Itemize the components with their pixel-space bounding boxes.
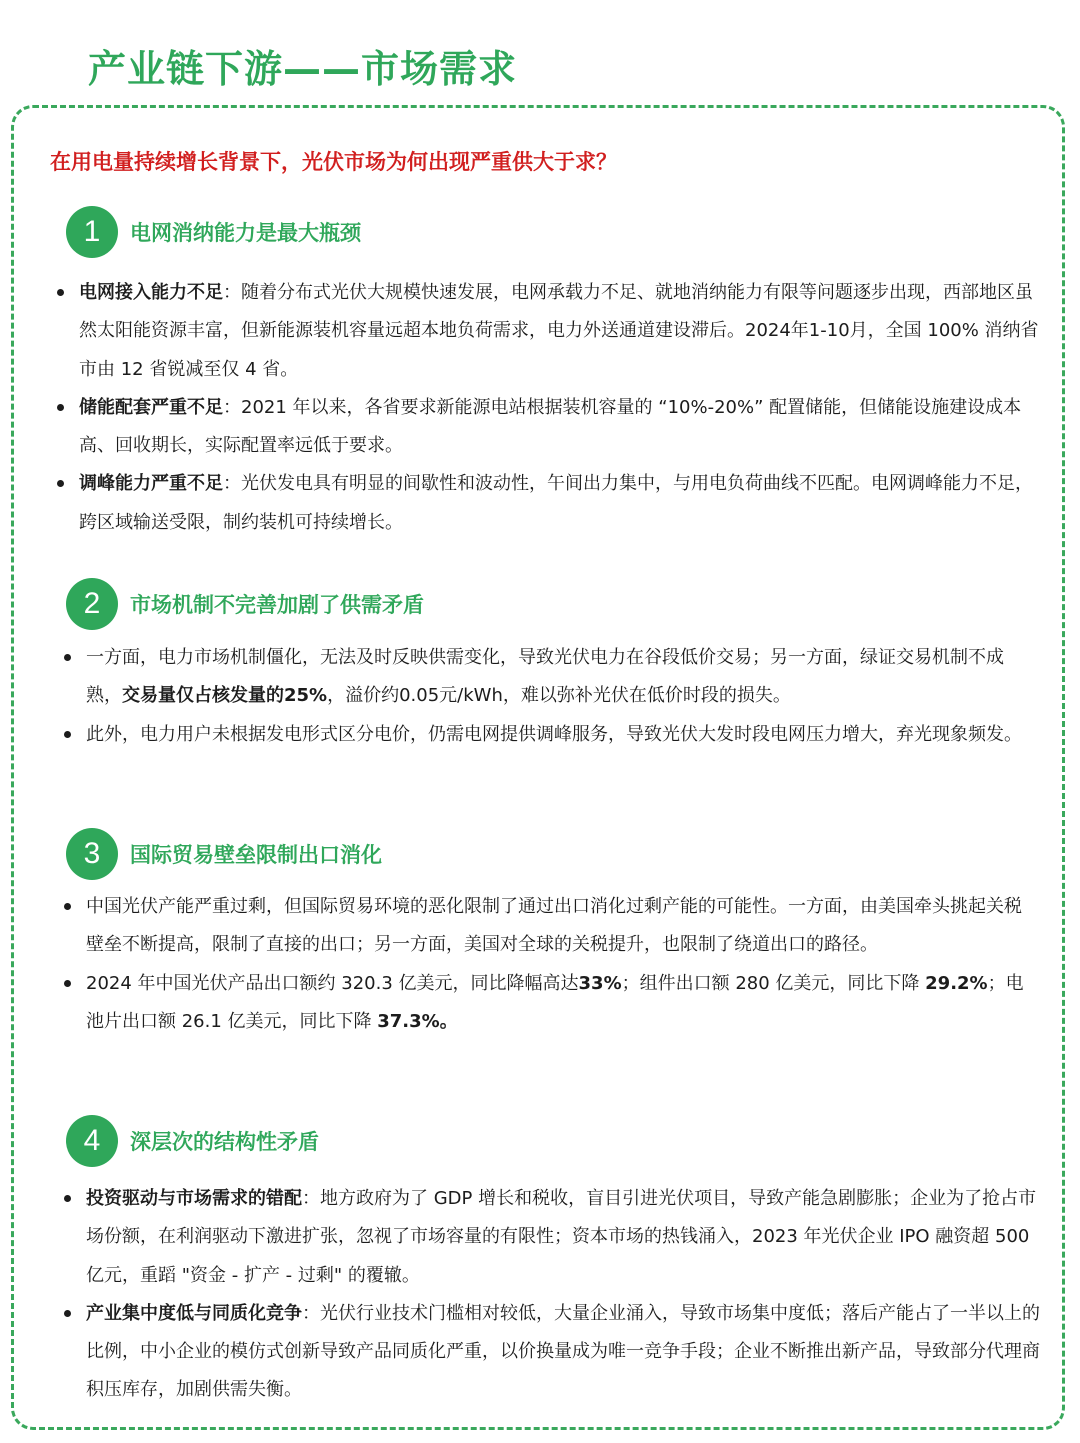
item-bold-value: 37.3%。 — [377, 1010, 458, 1032]
item-bold-label: 投资驱动与市场需求的错配 — [86, 1188, 302, 1209]
section-3-number: 3 — [66, 828, 118, 880]
item-text: ；电池片出口额 26.1 亿美元，同比下降 — [86, 972, 1024, 1032]
list-item — [79, 274, 1039, 389]
section-2-list — [86, 639, 1036, 754]
item-text: 一方面，电力市场机制僵化，无法及时反映供需变化，导致光伏电力在谷段低价交易；另一方面，绿证交易机制不成熟， — [86, 647, 1004, 707]
item-text: 2024 年中国光伏产品出口额约 320.3 亿美元，同比降幅高达 — [86, 972, 579, 994]
item-text: 中国光伏产能严重过剩，但国际贸易环境的恶化限制了通过出口消化过剩产能的可能性。一方面，由美国牵头挑起关税壁垒不断提高，限制了直接的出口；另一方面，美国对全球的关税提升，也限制了绕道出口的路径。 — [86, 896, 1022, 956]
section-4-number: 4 — [66, 1115, 118, 1167]
item-bold-label: 调峰能力严重不足 — [79, 473, 223, 495]
section-3-header — [66, 828, 382, 880]
page-title: 产业链下游——市场需求 — [88, 47, 518, 91]
item-bold-label: 交易量仅占核发量的25% — [122, 685, 328, 707]
key-question: 在用电量持续增长背景下，光伏市场为何出现严重供大于求？ — [50, 150, 617, 174]
section-2-header — [66, 578, 424, 630]
list-item — [86, 1295, 1046, 1410]
section-2-number: 2 — [66, 578, 118, 630]
section-2-title: 市场机制不完善加剧了供需矛盾 — [130, 593, 424, 617]
list-item — [86, 639, 1036, 716]
section-4-header — [66, 1115, 319, 1167]
list-item — [86, 965, 1036, 1042]
list-item — [86, 1180, 1046, 1295]
section-3-list — [86, 888, 1036, 1041]
item-bold-label: 产业集中度低与同质化竞争 — [86, 1302, 302, 1324]
item-text: ：光伏行业技术门槛相对较低，大量企业涌入，导致市场集中度低；落后产能占了一半以上的比例，中小企业的模仿式创新导致产品同质化严重，以价换量成为唯一竞争手段；企业不断推出新产品，导致部分代理商积压库存，加剧供需失衡。 — [86, 1302, 1040, 1401]
list-item — [86, 888, 1036, 965]
item-text: ：光伏发电具有明显的间歇性和波动性，午间出力集中，与用电负荷曲线不匹配。电网调峰能力不足，跨区域输送受限，制约装机可持续增长。 — [79, 473, 1033, 533]
item-text: ：2021 年以来，各省要求新能源电站根据装机容量的 “10%-20%” 配置储能，但储能设施建设成本高、回收期长，实际配置率远低于要求。 — [79, 396, 1022, 457]
section-4-list — [86, 1180, 1046, 1410]
section-1-number: 1 — [66, 206, 118, 258]
section-3-title: 国际贸易壁垒限制出口消化 — [130, 843, 382, 867]
list-item — [79, 389, 1039, 466]
section-1-list — [79, 274, 1039, 542]
list-item — [86, 716, 1036, 754]
item-bold-label: 储能配套严重不足 — [79, 396, 223, 418]
item-text: ，溢价约0.05元/kWh，难以弥补光伏在低价时段的损失。 — [327, 685, 791, 707]
section-1-header — [66, 206, 361, 258]
item-text: ：随着分布式光伏大规模快速发展，电网承载力不足、就地消纳能力有限等问题逐步出现，西部地区虽然太阳能资源丰富，但新能源装机容量远超本地负荷需求，电力外送通道建设滞后。2024年1-10月，全国 100% 消纳省市由 12 省锐减至仅 4 省。 — [79, 282, 1039, 380]
section-4-title: 深层次的结构性矛盾 — [130, 1130, 319, 1154]
item-bold-label: 电网接入能力不足 — [79, 282, 223, 303]
item-text: ：地方政府为了 GDP 增长和税收，盲目引进光伏项目，导致产能急剧膨胀；企业为了抢占市场份额，在利润驱动下激进扩张，忽视了市场容量的有限性；资本市场的热钱涌入，2023 年光伏企业 IPO 融资超 500 亿元，重蹈 "资金 - 扩产 - 过剩" 的覆辙。 — [86, 1188, 1037, 1286]
item-bold-value: 33% — [578, 972, 622, 994]
section-1-title: 电网消纳能力是最大瓶颈 — [130, 221, 361, 245]
item-bold-value: 29.2% — [925, 972, 988, 994]
list-item — [79, 465, 1039, 542]
item-text: 此外，电力用户未根据发电形式区分电价，仍需电网提供调峰服务，导致光伏大发时段电网压力增大，弃光现象频发。 — [86, 723, 1022, 745]
item-text: ；组件出口额 280 亿美元，同比下降 — [621, 972, 926, 994]
